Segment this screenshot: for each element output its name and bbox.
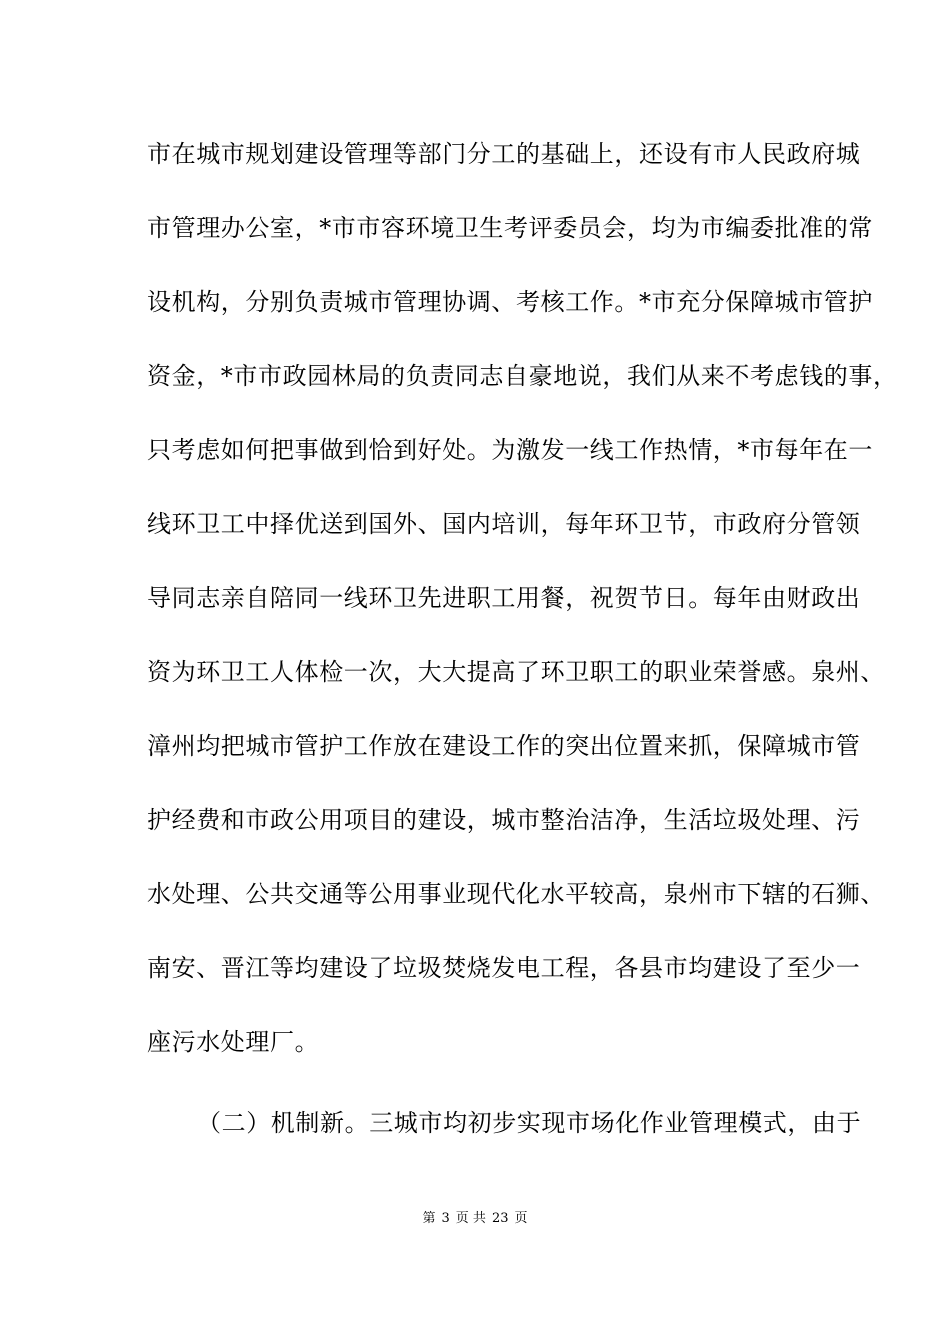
page-footer [0,1210,950,1228]
footer-prefix: 第 [422,1211,436,1226]
body-line: 导同志亲自陪同一线环卫先进职工用餐，祝贺节日。每年由财政出 [147,584,861,612]
body-line: 漳州均把城市管护工作放在建设工作的突出位置来抓，保障城市管 [147,732,861,760]
body-line: 座污水处理厂。 [147,1028,320,1056]
body-line: 线环卫工中择优送到国外、国内培训，每年环卫节，市政府分管领 [147,510,861,538]
body-line: 市在城市规划建设管理等部门分工的基础上，还设有市人民政府城 [147,140,861,168]
footer-middle: 页 共 [455,1211,486,1226]
body-line: 资为环卫工人体检一次，大大提高了环卫职工的职业荣誉感。泉州、 [147,658,885,686]
body-line: 市管理办公室，*市市容环境卫生考评委员会，均为市编委批准的常 [147,214,873,242]
section-heading-line: （二）机制新。三城市均初步实现市场化作业管理模式，由于 [197,1109,862,1137]
footer-total-pages: 23 [491,1211,509,1226]
body-line: 水处理、公共交通等公用事业现代化水平较高，泉州市下辖的石狮、 [147,880,885,908]
body-line: 资金，*市市政园林局的负责同志自豪地说，我们从来不考虑钱的事， [147,362,898,390]
footer-page-number: 3 [441,1211,450,1226]
body-line: 只考虑如何把事做到恰到好处。为激发一线工作热情，*市每年在一 [147,436,873,464]
body-line: 南安、晋江等均建设了垃圾焚烧发电工程，各县市均建设了至少一 [147,954,861,982]
body-line: 护经费和市政公用项目的建设，城市整治洁净，生活垃圾处理、污 [147,806,861,834]
body-line: 设机构，分别负责城市管理协调、考核工作。*市充分保障城市管护 [147,288,873,316]
footer-suffix: 页 [514,1211,528,1226]
